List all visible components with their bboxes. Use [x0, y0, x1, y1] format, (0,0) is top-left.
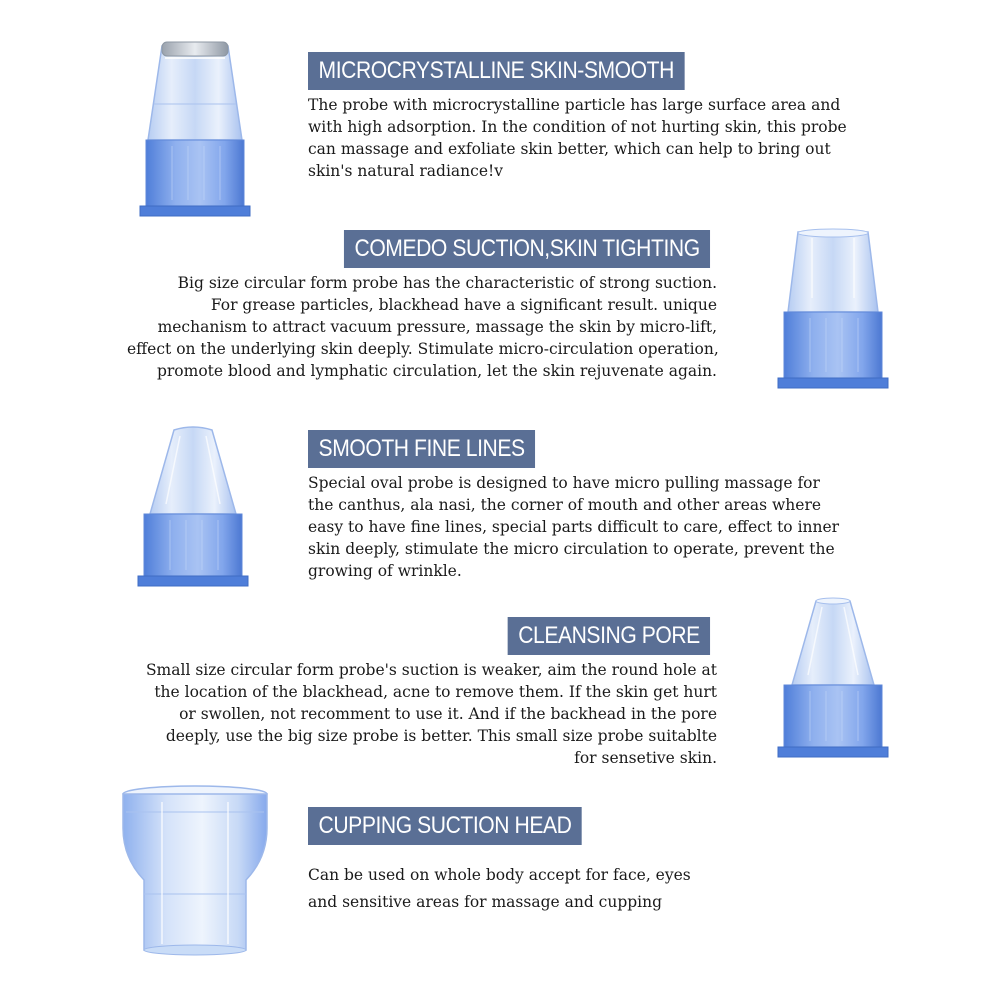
- section-heading: CLEANSING PORE: [507, 617, 710, 655]
- description-line: promote blood and lymphatic circulation, let the skin rejuvenate again.: [156, 362, 717, 380]
- description-line: or swollen, not recomment to use it. And if the backhead in the pore: [179, 705, 717, 723]
- description-line: skin's natural radiance!v: [308, 162, 503, 180]
- description-line: easy to have fine lines, special parts difficult to care, effect to inner: [308, 518, 840, 536]
- section-heading: CUPPING SUCTION HEAD: [308, 807, 582, 845]
- section-comedo-suction: [0, 220, 1000, 400]
- section-description: [308, 472, 868, 582]
- big-circular-probe-icon: [770, 226, 896, 394]
- description-line: Small size circular form probe's suction is weaker, aim the round hole at: [145, 661, 717, 679]
- section-heading: COMEDO SUCTION,SKIN TIGHTING: [344, 230, 710, 268]
- small-circular-probe-icon: [770, 595, 896, 761]
- description-line: Special oval probe is designed to have micro pulling massage for: [308, 474, 820, 492]
- description-line: deeply, use the big size probe is better. This small size probe suitablte: [165, 727, 717, 745]
- description-line: and sensitive areas for massage and cupping: [308, 893, 663, 911]
- section-description: [308, 862, 808, 916]
- oval-probe-icon: [130, 424, 256, 590]
- section-microcrystalline: [0, 0, 1000, 230]
- description-line: skin deeply, stimulate the micro circulation to operate, prevent the: [308, 540, 835, 558]
- description-line: can massage and exfoliate skin better, which can help to bring out: [308, 140, 831, 158]
- section-heading: MICROCRYSTALLINE SKIN-SMOOTH: [308, 52, 685, 90]
- description-line: For grease particles, blackhead have a significant result. unique: [210, 296, 717, 314]
- microcrystalline-probe-icon: [132, 40, 258, 222]
- description-line: the location of the blackhead, acne to remove them. If the skin get hurt: [154, 683, 717, 701]
- description-line: Can be used on whole body accept for face, eyes: [308, 866, 691, 884]
- cupping-head-icon: [118, 784, 272, 960]
- section-cleansing-pore: [0, 595, 1000, 775]
- section-description: [127, 659, 717, 769]
- section-smooth-fine-lines: [0, 410, 1000, 590]
- description-line: mechanism to attract vacuum pressure, massage the skin by micro-lift,: [157, 318, 717, 336]
- description-line: with high adsorption. In the condition of not hurting skin, this probe: [308, 118, 847, 136]
- description-line: Big size circular form probe has the characteristic of strong suction.: [177, 274, 717, 292]
- description-line: effect on the underlying skin deeply. Stimulate micro-circulation operation,: [127, 340, 719, 358]
- section-cupping-head: [0, 780, 1000, 980]
- section-description: [127, 272, 717, 382]
- description-line: The probe with microcrystalline particle has large surface area and: [308, 96, 841, 114]
- description-line: growing of wrinkle.: [308, 562, 462, 580]
- section-heading: SMOOTH FINE LINES: [308, 430, 535, 468]
- description-line: the canthus, ala nasi, the corner of mouth and other areas where: [308, 496, 822, 514]
- description-line: for sensetive skin.: [574, 749, 717, 767]
- section-description: [308, 94, 868, 182]
